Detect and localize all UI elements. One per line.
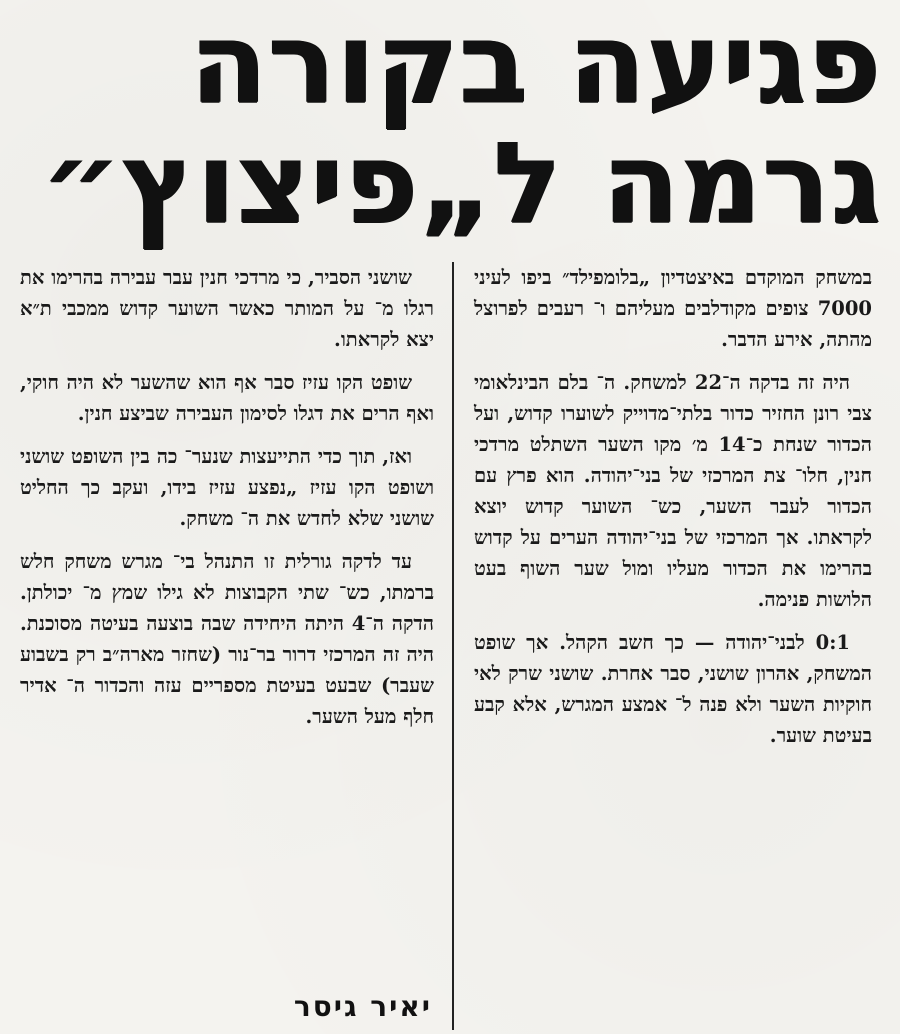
paragraph: שופט הקו עזיז סבר אף הוא שהשער לא היה חוקי, ואף הרים את דגלו לסימון העבירה שביצע חנין.: [20, 371, 434, 425]
paragraph: עד לדקה גורלית זו התנהל בי־ מגרש משחק חלש ברמתו, כש־ שתי הקבוצות לא גילו שמץ מ־ יכולתן. הדקה ה־4 היתה היחידה שבה בוצעה בעיטה מסוכנת. היה זה המרכזי דרור בר־נור (שחזר מארה״ב רק בשבוע שעבר) שבעט בעיטת מספריים עזה והכדור ה־ אדיר חלף מעל השער.: [20, 550, 435, 728]
article-column-right: [474, 262, 872, 763]
headline-line-1: פגיעה בקורה: [190, 0, 882, 129]
column-divider: [452, 262, 454, 1030]
headline-line-2: גרמה ל„פיצוץ״: [41, 119, 882, 249]
paragraph: במשחק המוקדם באיצטדיון „בלומפילד״ ביפו לעיני 7000 צופים מקודלבים מעליהם ו־ רעבים לפרוצל מהתה, אירע הדבר.: [474, 266, 872, 351]
headline: [0, 0, 900, 255]
article-column-left: [20, 262, 434, 744]
paragraph: היה זה בדקה ה־22 למשחק. ה־ בלם הבינלאומי צבי רונן החזיר כדור בלתי־מדוייק לשוערו קדוש, ועל הכדור שנחת כ־14 מ׳ מקו השער השתלט מרדכי חנין, חלו־ צת המרכזי של בני־יהודה. הוא פרץ עם הכדור לעבר השער, כש־ השוער קדוש יוצא לקראתו. אך המרכזי של בני־יהודה הערים על קדוש בהרימו את הכדור מעליו ומול שער השוף בעט הלושות פנימה.: [474, 371, 872, 611]
paragraph: שושני הסביר, כי מרדכי חנין עבר עבירה בהרימו את רגלו מ־ על המותר כאשר השוער קדוש ממכבי ת״א יצא לקראתו.: [20, 266, 434, 351]
paragraph: ואז, תוך כדי התייעצות שנער־ כה בין השופט שושני ושופט הקו עזיז „נפצע עזיז בידו, ועקב כך החליט שושני שלא לחדש את ה־ משחק.: [20, 445, 434, 530]
paragraph: 0:1 לבני־יהודה — כך חשב הקהל. אך שופט המשחק, אהרון שושני, סבר אחרת. שושני שרק לאי חוקיות השער ולא פנה ל־ אמצע המגרש, אלא קבע בעיטת שוער.: [474, 631, 872, 747]
byline: יאיר גיסר: [293, 990, 432, 1023]
